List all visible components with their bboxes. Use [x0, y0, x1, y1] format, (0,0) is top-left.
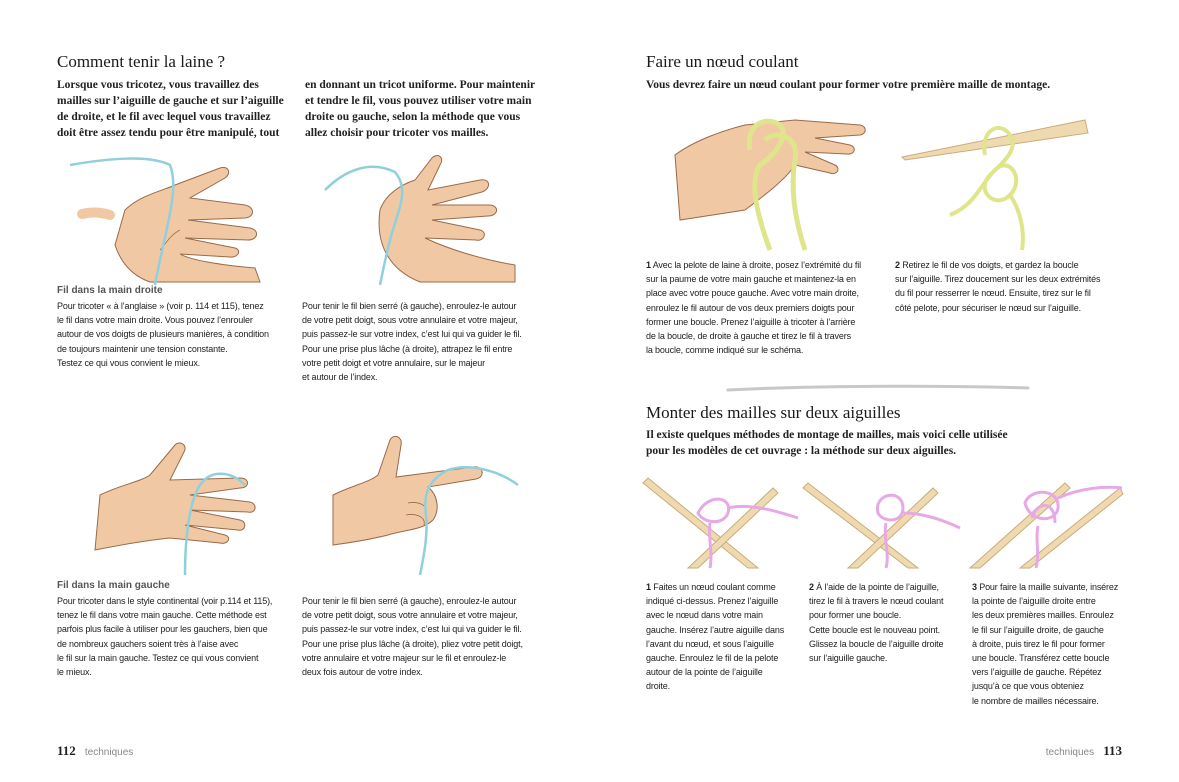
section2-col1: Pour tricoter dans le style continental (voir p.114 et 115), tenez le fil dans votre main gauche. Cette méthode est parfois plus facile à utiliser pour les gauchers, bien que de nombreux gauchers soient très à l’aise avec le fil sur la main gauche. Testez ce qui vous convient le mieux.: [57, 596, 273, 678]
cast-on-step1-illustration: [648, 468, 803, 568]
cast-on-step3-illustration: [970, 468, 1125, 568]
hand-left-tight-illustration: [90, 440, 290, 575]
cast-on-step2-illustration: [808, 468, 963, 568]
cast-on-step2-number: 2: [809, 582, 814, 592]
hand-right-tight-illustration: [70, 150, 270, 285]
section2-col2: Pour tenir le fil bien serré (à gauche), enroulez-le autour de votre petit doigt, sous votre annulaire et votre majeur, puis passez-le sur votre index, c’est lui qui va guider le fil. Pour une prise plus lâche (à droite), pliez votre petit doigt, votre annulaire et votre majeur sur le fil et enroulez-le deux fois autour de votre index.: [302, 596, 523, 678]
right-footer-label: techniques: [1045, 747, 1095, 758]
slip-knot-hand-illustration: [675, 110, 875, 255]
cast-on-step1-number: 1: [646, 582, 651, 592]
section2-subtitle: Fil dans la main gauche: [57, 580, 170, 591]
hand-left-loose-illustration: [328, 435, 528, 575]
slip-knot-step1: 1 Avec la pelote de laine à droite, posez l’extrémité du fil sur la paume de votre main gauche et maintenez-la en place avec votre pouce gauche. Avec votre main droite, enroulez le fil autour de vos deux premiers doigts pour former une boucle. Prenez l’aiguille à tricoter à l’arrière de la boucle, de droite à gauche et tirez le fil à travers la boucle, comme indiqué sur le schéma.: [646, 260, 861, 356]
hand-right-loose-illustration: [320, 150, 520, 285]
left-footer: [57, 740, 133, 759]
left-intro-col2: en donnant un tricot uniforme. Pour maintenir et tendre le fil, vous pouvez utiliser votre main droite ou gauche, selon la méthode que vous allez choisir pour tricoter vos mailles.: [305, 79, 536, 139]
cast-on-step2: 2 À l’aide de la pointe de l’aiguille, tirez le fil à travers le nœud coulant pour former une boucle. Cette boucle est le nouveau point. Glissez la boucle de l’aiguille droite sur l’aiguille gauche.: [809, 582, 944, 664]
slip-knot-step1-number: 1: [646, 260, 651, 270]
slip-knot-step2: 2 Retirez le fil de vos doigts, et gardez la boucle sur l’aiguille. Tirez doucement sur les deux extrémités du fil pour resserrer le nœud. Ensuite, tirez sur le fil côté pelote, pour sécuriser le nœud sur l’aiguille.: [895, 260, 1101, 313]
cast-on-step1: 1 Faites un nœud coulant comme indiqué ci-dessus. Prenez l’aiguille avec le nœud dans votre main gauche. Insérez l’autre aiguille dans l’avant du nœud, et sous l’aiguille gauche. Enroulez le fil de la pelote autour de la pointe de l’aiguille droite.: [646, 582, 785, 692]
left-page-number: 112: [57, 743, 76, 758]
right-footer: [1046, 740, 1122, 759]
right-page-number: 113: [1103, 743, 1122, 758]
slip-knot-needle-illustration: [900, 115, 1090, 255]
slip-knot-step2-number: 2: [895, 260, 900, 270]
slip-knot-title: Faire un nœud coulant: [646, 52, 799, 71]
cast-on-step3-number: 3: [972, 582, 977, 592]
left-title: Comment tenir la laine ?: [57, 52, 226, 71]
cast-on-step3: 3 Pour faire la maille suivante, insérez la pointe de l’aiguille droite entre les deux premières mailles. Enroulez le fil sur l’aiguille droite, de gauche à droite, puis tirez le fil pour former une boucle. Transférez cette boucle vers l’aiguille de gauche. Répétez jusqu’à ce que vous obteniez le nombre de mailles nécessaire.: [972, 582, 1119, 706]
left-footer-label: techniques: [84, 747, 134, 758]
slip-knot-lead: Vous devrez faire un nœud coulant pour former votre première maille de montage.: [646, 79, 1051, 91]
section1-col1: Pour tricoter « à l’anglaise » (voir p. 114 et 115), tenez le fil dans votre main droite. Vous pouvez l’enrouler autour de vos doigts de plusieurs manières, à condition de toujours maintenir une tension constante. Testez ce qui vous convient le mieux.: [57, 301, 269, 368]
section1-subtitle: Fil dans la main droite: [57, 285, 163, 296]
cast-on-lead: Il existe quelques méthodes de montage de mailles, mais voici celle utilisée pour les modèles de cet ouvrage : la méthode sur deux aiguilles.: [646, 429, 1008, 457]
left-intro-col1: Lorsque vous tricotez, vous travaillez des mailles sur l’aiguille de gauche et sur l’aiguille de droite, et le fil avec lequel vous travaillez doit être assez tendu pour être manipulé, tout: [57, 79, 284, 139]
section1-col2: Pour tenir le fil bien serré (à gauche), enroulez-le autour de votre petit doigt, sous votre annulaire et votre majeur, puis passez-le sur votre index, c’est lui qui va guider le fil. Pour une prise plus lâche (à droite), attrapez le fil entre votre petit doigt et votre annulaire, sur le majeur et autour de l’index.: [302, 301, 522, 383]
section-divider: [728, 384, 1028, 394]
cast-on-title: Monter des mailles sur deux aiguilles: [646, 403, 901, 422]
